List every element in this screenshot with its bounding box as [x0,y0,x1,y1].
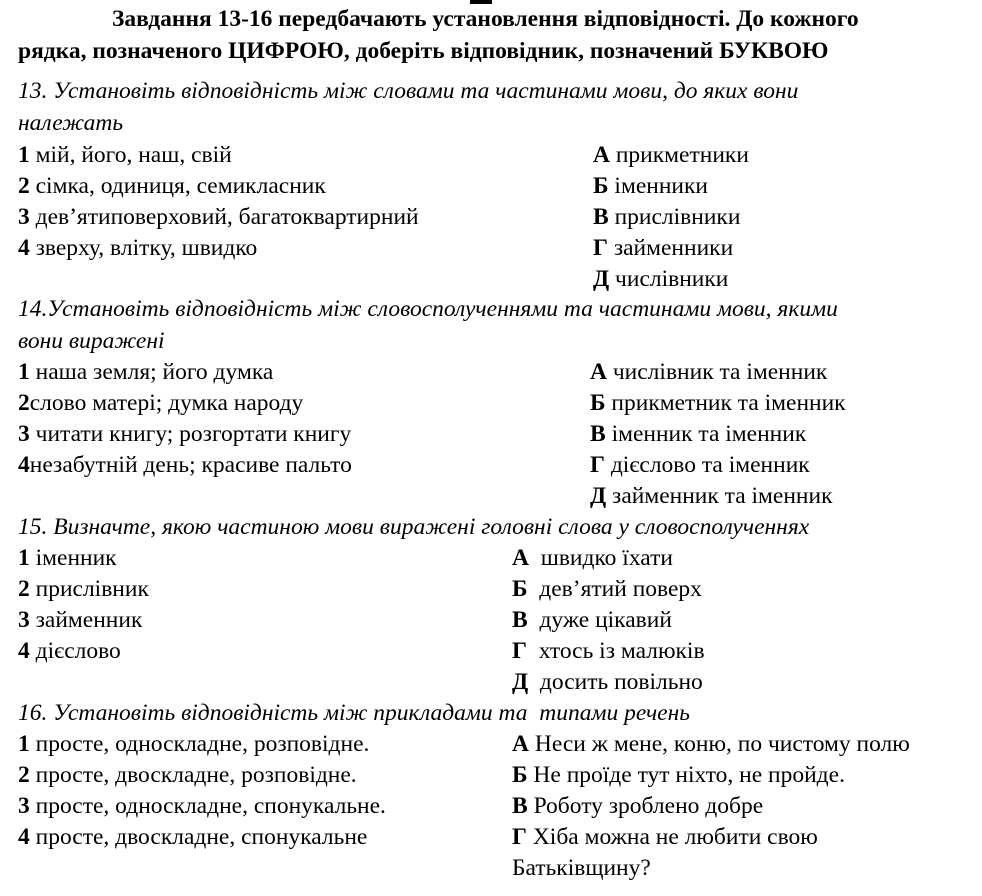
q13-left-4: 4 зверху, влітку, швидко [18,235,258,261]
q14-left-2: 2слово матері; думка народу [18,390,304,416]
q15-right-g: Г хтось із малюків [512,638,705,664]
q14-right-b: Б прикметник та іменник [590,390,846,416]
q15-left-4: 4 дієслово [18,638,121,664]
instructions-line-1: Завдання 13-16 передбачають установлення відповідності. До кожного [112,6,859,32]
q15-right-b: Б дев’ятий поверх [512,576,702,602]
instructions-line-2: рядка, позначеного ЦИФРОЮ, доберіть відповідник, позначений БУКВОЮ [18,38,829,64]
q15-right-d: Д досить повільно [512,669,703,695]
q14-prompt-cont: вони виражені [18,328,165,354]
q15-right-a: А швидко їхати [512,545,673,571]
q14-right-a: А числівник та іменник [590,359,828,385]
q16-left-2: 2 просте, двоскладне, розповідне. [18,762,357,788]
q14-left-1: 1 наша земля; його думка [18,359,274,385]
q15-prompt: 15. Визначте, якою частиною мови виражені головні слова у словосполученнях [18,514,810,540]
q14-right-v: В іменник та іменник [590,421,807,447]
q16-right-v: В Роботу зроблено добре [512,793,764,819]
q16-right-b: Б Не проїде тут ніхто, не пройде. [512,762,845,788]
q16-left-1: 1 просте, односкладне, розповідне. [18,731,370,757]
q13-right-b: Б іменники [593,173,708,199]
q14-left-4: 4незабутній день; красиве пальто [18,452,352,478]
q16-prompt: 16. Установіть відповідність між прикладами та типами речень [18,700,690,726]
q15-right-v: В дуже цікавий [512,607,672,633]
q13-prompt-cont: належать [18,110,124,136]
cropped-text-fragment [470,0,492,4]
q14-right-d: Д займенник та іменник [590,483,833,509]
q14-prompt: 14.Установіть відповідність між словосполученнями та частинами мови, якими [18,296,838,322]
q13-right-d: Д числівники [593,266,729,292]
q16-left-4: 4 просте, двоскладне, спонукальне [18,824,368,850]
q13-left-3: 3 дев’ятиповерховий, багатоквартирний [18,204,419,230]
q16-right-a: А Неси ж мене, коню, по чистому полю [512,731,910,757]
q15-left-1: 1 іменник [18,545,117,571]
q14-left-3: 3 читати книгу; розгортати книгу [18,421,352,447]
q13-prompt: 13. Установіть відповідність між словами та частинами мови, до яких вони [18,78,799,104]
q15-left-3: 3 займенник [18,607,143,633]
q13-right-g: Г займенники [593,235,734,261]
q15-left-2: 2 прислівник [18,576,149,602]
q14-right-g: Г дієслово та іменник [590,452,810,478]
q16-right-g: Г Хіба можна не любити свою [512,824,818,850]
q16-left-3: 3 просте, односкладне, спонукальне. [18,793,386,819]
q13-left-2: 2 сімка, одиниця, семикласник [18,173,326,199]
q13-left-1: 1 мій, його, наш, свій [18,142,232,168]
q16-right-g-cont: Батьківщину? [512,855,651,881]
q13-right-a: А прикметники [593,142,749,168]
q13-right-v: В прислівники [593,204,741,230]
